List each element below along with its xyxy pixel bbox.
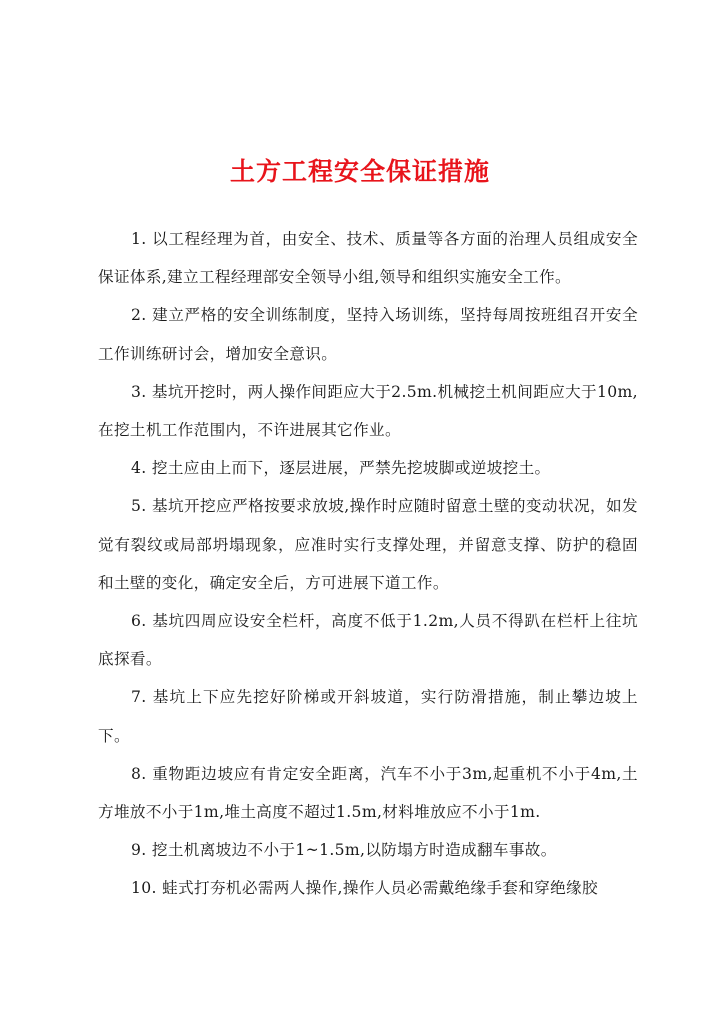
paragraph-10: 10. 蛙式打夯机必需两人操作,操作人员必需戴绝缘手套和穿绝缘胶 bbox=[131, 879, 598, 898]
document-title: 土方工程安全保证措施 bbox=[229, 157, 490, 186]
paragraph-4: 4. 挖土应由上而下，逐层进展，严禁先挖坡脚或逆坡挖土。 bbox=[131, 459, 551, 478]
paragraph-9: 9. 挖土机离坡边不小于1~1.5m,以防塌方时造成翻车事故。 bbox=[131, 841, 557, 860]
paragraph-8: 8. 重物距边坡应有肯定安全距离，汽车不小于3m,起重机不小于4m,土方堆放不小于1m,堆土高度不超过1.5m,材料堆放应不小于1m. bbox=[98, 764, 638, 822]
paragraph-5: 5. 基坑开挖应严格按要求放坡,操作时应随时留意土壁的变动状况，如发觉有裂纹或局部坍塌现象，应准时实行支撑处理，并留意支撑、防护的稳固和土壁的变化，确定安全后，方可进展下道工作。 bbox=[98, 497, 638, 592]
paragraph-7: 7. 基坑上下应先挖好阶梯或开斜坡道，实行防滑措施，制止攀边坡上下。 bbox=[98, 688, 638, 745]
document-body bbox=[98, 220, 638, 908]
paragraph-1: 1. 以工程经理为首，由安全、技术、质量等各方面的治理人员组成安全保证体系,建立工程经理部安全领导小组,领导和组织实施安全工作。 bbox=[98, 230, 638, 287]
paragraph-6: 6. 基坑四周应设安全栏杆，高度不低于1.2m,人员不得趴在栏杆上往坑底探看。 bbox=[98, 612, 638, 669]
paragraph-3: 3. 基坑开挖时，两人操作间距应大于2.5m.机械挖土机间距应大于10m,在挖土机工作范围内，不许进展其它作业。 bbox=[98, 382, 638, 440]
paragraph-2: 2. 建立严格的安全训练制度，坚持入场训练，坚持每周按班组召开安全工作训练研讨会，增加安全意识。 bbox=[98, 306, 638, 363]
